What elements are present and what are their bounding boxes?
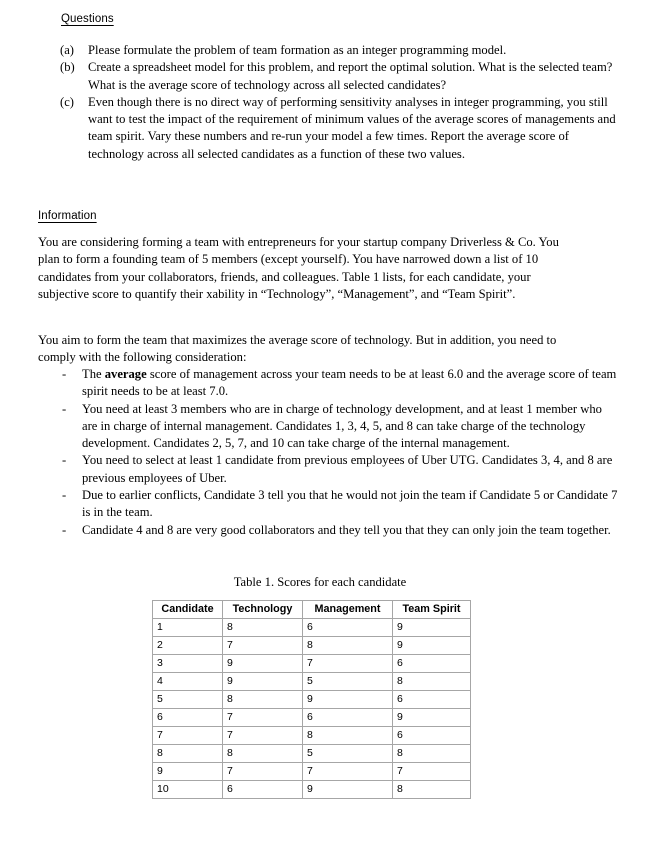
table-row xyxy=(153,745,471,763)
question-label: (b) xyxy=(60,60,75,75)
information-intro-paragraph: You are considering forming a team with entrepreneurs for your startup company Driverless & Co. You plan to form a founding team of 5 members (except yourself). You have narrowed down a list of 10 candidates from your collaborators, friends, and colleagues. Table 1 lists, for each candidate, your subjective score to quantify their xability in “Technology”, “Management”, and “Team Spirit”. xyxy=(38,235,559,301)
cell-management: 8 xyxy=(303,637,393,655)
column-header-candidate: Candidate xyxy=(153,601,223,619)
constraint-lead: The xyxy=(82,367,105,381)
cell-management: 5 xyxy=(303,673,393,691)
list-item xyxy=(62,366,618,401)
cell-team-spirit: 8 xyxy=(393,745,471,763)
cell-candidate: 10 xyxy=(153,781,223,799)
cell-candidate: 6 xyxy=(153,709,223,727)
table-row xyxy=(153,655,471,673)
cell-team-spirit: 9 xyxy=(393,619,471,637)
dash-bullet-icon: - xyxy=(62,401,67,416)
table-row xyxy=(153,691,471,709)
table-header-row xyxy=(153,601,471,619)
cell-team-spirit: 8 xyxy=(393,781,471,799)
constraints-list xyxy=(62,366,618,539)
cell-team-spirit: 6 xyxy=(393,691,471,709)
question-text: Create a spreadsheet model for this problem, and report the optimal solution. What is the selected team? What is the average score of technology across all selected candidates? xyxy=(88,60,613,92)
cell-management: 5 xyxy=(303,745,393,763)
list-item xyxy=(60,59,616,94)
scores-table xyxy=(152,600,471,799)
information-heading: Information xyxy=(38,210,97,222)
cell-candidate: 5 xyxy=(153,691,223,709)
list-item xyxy=(60,42,616,59)
constraint-emphasis: average xyxy=(104,367,147,381)
cell-management: 6 xyxy=(303,709,393,727)
cell-technology: 7 xyxy=(223,637,303,655)
table-row xyxy=(153,763,471,781)
cell-team-spirit: 6 xyxy=(393,655,471,673)
table-caption: Table 1. Scores for each candidate xyxy=(233,575,407,589)
dash-bullet-icon: - xyxy=(62,488,67,503)
cell-candidate: 4 xyxy=(153,673,223,691)
table-row xyxy=(153,781,471,799)
column-header-team-spirit: Team Spirit xyxy=(393,601,471,619)
dash-bullet-icon: - xyxy=(62,453,67,468)
table-row xyxy=(153,673,471,691)
table-row xyxy=(153,619,471,637)
cell-candidate: 2 xyxy=(153,637,223,655)
table-row xyxy=(153,709,471,727)
scores-table-container xyxy=(152,600,470,799)
cell-technology: 8 xyxy=(223,745,303,763)
table-row xyxy=(153,727,471,745)
table-row xyxy=(153,637,471,655)
cell-team-spirit: 6 xyxy=(393,727,471,745)
cell-technology: 7 xyxy=(223,709,303,727)
constraint-text: You need to select at least 1 candidate from previous employees of Uber UTG. Candidates 3, 4, and 8 are previous employees of Uber. xyxy=(82,453,613,485)
cell-candidate: 1 xyxy=(153,619,223,637)
list-item xyxy=(62,452,618,487)
list-item xyxy=(60,94,616,163)
questions-heading: Questions xyxy=(61,13,114,25)
column-header-technology: Technology xyxy=(223,601,303,619)
constraint-text: You need at least 3 members who are in charge of technology development, and at least 1 member who are in charge of internal management. Candidates 1, 3, 4, 5, and 8 can take charge of the technology development. Candidates 2, 5, 7, and 10 can take charge of the internal management. xyxy=(82,401,602,451)
constraint-text: Candidate 4 and 8 are very good collaborators and they tell you that they can only join the team together. xyxy=(82,522,611,537)
cell-technology: 9 xyxy=(223,655,303,673)
cell-management: 7 xyxy=(303,655,393,673)
information-aim-paragraph: You aim to form the team that maximizes the average score of technology. But in addition, you need to comply with the following consideration: xyxy=(38,333,557,365)
questions-list xyxy=(60,42,616,163)
cell-candidate: 9 xyxy=(153,763,223,781)
list-item xyxy=(62,522,618,539)
cell-team-spirit: 9 xyxy=(393,637,471,655)
column-header-management: Management xyxy=(303,601,393,619)
cell-technology: 8 xyxy=(223,691,303,709)
cell-team-spirit: 8 xyxy=(393,673,471,691)
dash-bullet-icon: - xyxy=(62,367,67,381)
cell-management: 9 xyxy=(303,691,393,709)
constraint-text xyxy=(82,366,618,401)
cell-candidate: 8 xyxy=(153,745,223,763)
cell-technology: 7 xyxy=(223,727,303,745)
cell-technology: 8 xyxy=(223,619,303,637)
cell-management: 8 xyxy=(303,727,393,745)
list-item xyxy=(62,401,618,453)
question-text: Even though there is no direct way of performing sensitivity analyses in integer programming, you still want to test the impact of the requirement of minimum values of the average scores of managements and team spirit. Vary these numbers and re-run your model a few times. Report the average score of technology across all selected candidates as a function of these two values. xyxy=(88,94,616,161)
cell-candidate: 7 xyxy=(153,727,223,745)
cell-management: 7 xyxy=(303,763,393,781)
question-label: (a) xyxy=(60,43,74,57)
cell-candidate: 3 xyxy=(153,655,223,673)
cell-technology: 9 xyxy=(223,673,303,691)
cell-technology: 7 xyxy=(223,763,303,781)
cell-management: 9 xyxy=(303,781,393,799)
question-text: Please formulate the problem of team formation as an integer programming model. xyxy=(88,43,507,57)
list-item xyxy=(62,487,618,522)
question-label: (c) xyxy=(60,94,74,109)
cell-management: 6 xyxy=(303,619,393,637)
dash-bullet-icon: - xyxy=(62,522,67,537)
constraint-text: Due to earlier conflicts, Candidate 3 tell you that he would not join the team if Candidate 5 or Candidate 7 is in the team. xyxy=(82,488,618,520)
cell-team-spirit: 7 xyxy=(393,763,471,781)
cell-team-spirit: 9 xyxy=(393,709,471,727)
constraint-rest: score of management across your team needs to be at least 6.0 and the average score of team spirit needs to be at least 7.0. xyxy=(82,367,617,399)
cell-technology: 6 xyxy=(223,781,303,799)
